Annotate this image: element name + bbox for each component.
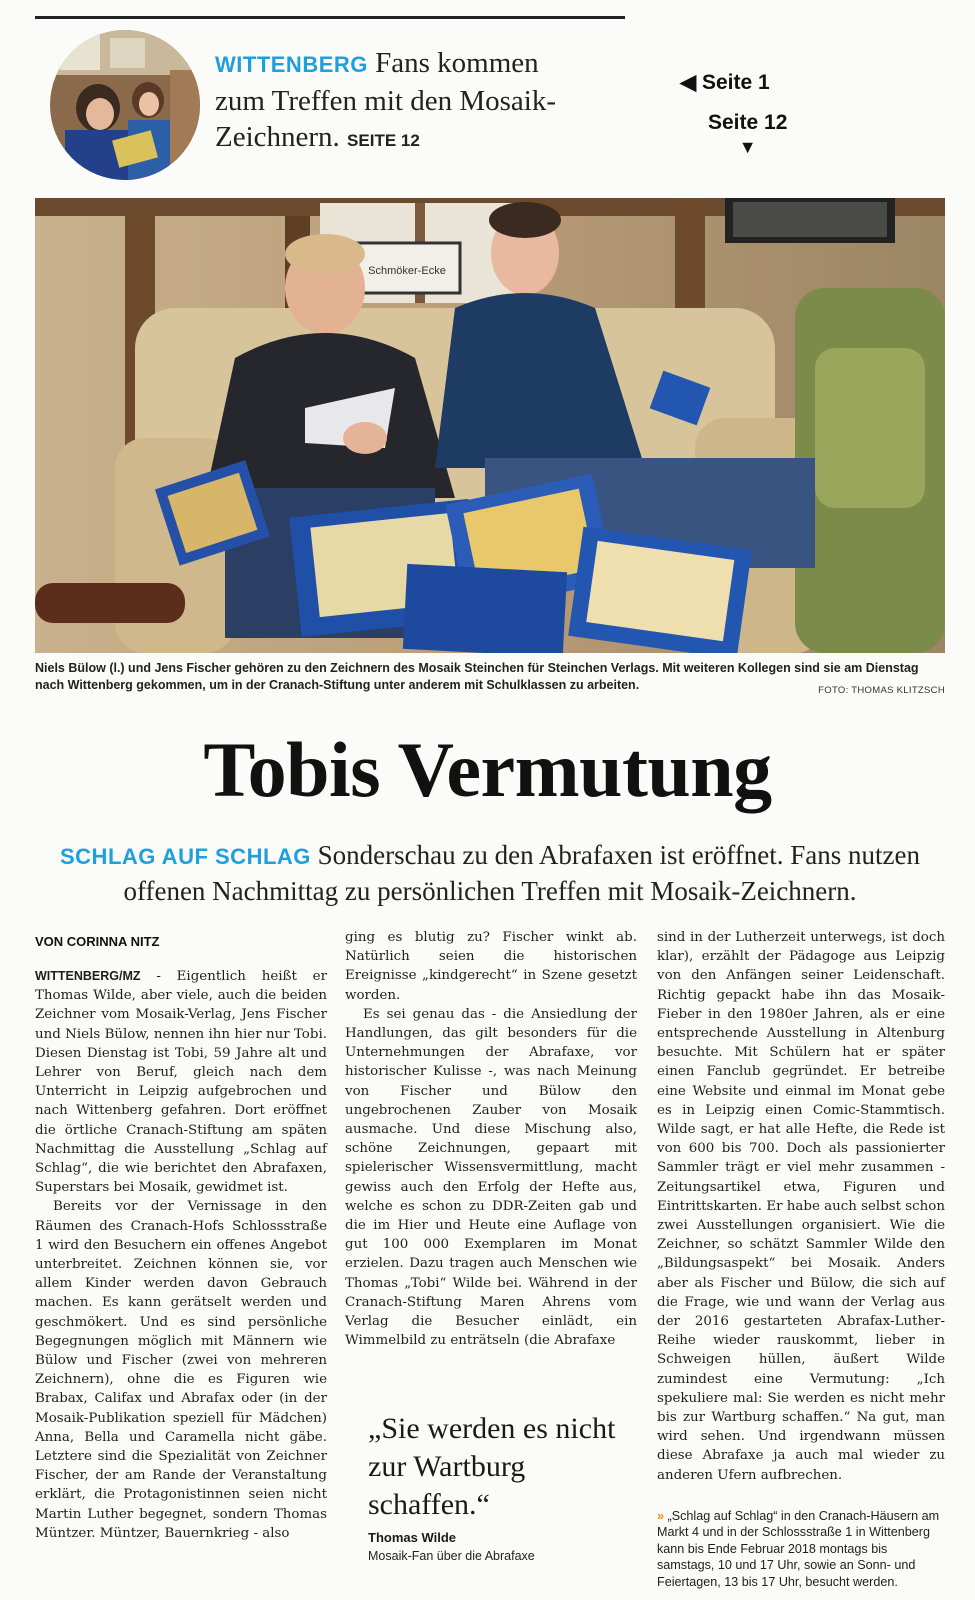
nav-prev-page[interactable] [680, 70, 770, 95]
quote-author: Thomas Wilde [368, 1530, 457, 1545]
article-paragraph: Bereits vor der Vernissage in den Räumen des Cranach-Hofs Schlossstraße 1 wird den Besuchern ein offenes Angebot unterbreitet. Zeichnen können sie, vor allem Kinder werden davon Gebrauch machen. Es kann gerätselt werden und geschmökert. Und es sind persönliche Begegnungen möglich mit Männern wie Bülow und Fischer (zwei von mehreren Zeichnern), ohne die es Figuren wie Brabax, Califax und Abrafax oder (in der Mosaik-Publikation speziell für Mädchen) Anna, Bella und Caramella nicht gäbe. Letztere sind die Spezialität von Zeichner Fischer, der am Rande der Veranstaltung erklärt, die Protagonistinnen seien nicht Martin Luther begegnet, sondern Thomas Müntzer. Müntzer, Bauernkrieg - also [35, 1199, 327, 1541]
main-photo [35, 198, 945, 653]
dateline: WITTENBERG/MZ [35, 969, 141, 983]
info-text: „Schlag auf Schlag“ in den Cranach-Häusern am Markt 4 und in der Schlossstraße 1 in Wittenberg kann bis Ende Februar 2018 montags bis samstags, 10 und 17 Uhr, sowie an Sonn- und Feiertagen, 13 bis 17 Uhr, besucht werden. [657, 1509, 940, 1589]
article-column-1 [35, 967, 327, 1543]
teaser-headline: Fans kommen zum Treffen mit den Mosaik-Zeichnern. [215, 47, 556, 153]
nav-next-label: Seite 12 [708, 111, 788, 134]
subhead-text: Sonderschau zu den Abrafaxen ist eröffnet. Fans nutzen offenen Nachmittag zu persönlichen Treffen mit Mosaik-Zeichnern. [123, 840, 920, 906]
quote-role: Mosaik-Fan über die Abrafaxe [368, 1549, 535, 1563]
nav-prev-label: Seite 1 [702, 71, 770, 94]
photo-caption: Niels Bülow (l.) und Jens Fischer gehören zu den Zeichnern des Mosaik Steinchen für Steinchen Verlags. Mit weiteren Kollegen sind sie am Dienstag nach Wittenberg gekommen, um in der Cranach-Stiftung unter anderem mit Schulklassen zu arbeiten. [35, 661, 919, 692]
byline: VON CORINNA NITZ [35, 934, 160, 949]
subhead [35, 838, 945, 908]
subhead-kicker: SCHLAG AUF SCHLAG [60, 844, 311, 869]
teaser-kicker: WITTENBERG [215, 52, 368, 77]
top-rule [35, 16, 625, 19]
double-chevron-icon: » [657, 1509, 665, 1523]
photo-credit: FOTO: THOMAS KLITZSCH [818, 685, 945, 696]
teaser-photo [50, 30, 200, 180]
article-column-3 [657, 928, 945, 1485]
article-paragraph: ging es blutig zu? Fischer winkt ab. Natürlich seien die historischen Ereignisse „kindgerecht“ in Szene gesetzt worden. [345, 930, 637, 1003]
schmoeker-sign-text: Schmöker-Ecke [368, 265, 446, 277]
pull-quote: „Sie werden es nicht zur Wartburg schaffen.“ [368, 1412, 616, 1521]
article-column-2 [345, 928, 637, 1350]
teaser-page-ref[interactable]: SEITE 12 [347, 131, 420, 150]
main-photo-art [35, 198, 945, 653]
teaser-photo-art [50, 30, 200, 180]
article-paragraph [35, 967, 327, 1197]
article-paragraph: Es sei genau das - die Ansiedlung der Handlungen, das gilt besonders für die Unternehmungen der Abrafaxe, vor historischer Kulisse -, was nach Meinung von Fischer und Bülow den ungebrochenen Zauber von Mosaik ausmache. Und diese Mischung also, schöne Zeichnungen, gepaart mit spielerischer Wissensvermittlung, macht gewiss auch den Erfolg der Hefte aus, welche es schon zu DDR-Zeiten gab und die im Hier und Heute eine Auflage von gut 100 000 Exemplaren im Monat erzielen. Dazu tragen auch Menschen wie Thomas „Tobi“ Wilde bei. Während in der Cranach-Stiftung Maren Ahrens vom Verlag die Besucher einlädt, ein Wimmelbild zu enträtseln (die Abrafaxe [345, 1006, 637, 1349]
triangle-down-icon: ▼ [738, 137, 757, 157]
nav-next-page[interactable] [708, 111, 787, 157]
triangle-left-icon: ◀ [680, 71, 697, 94]
article-paragraph: sind in der Lutherzeit unterwegs, ist doch klar), erzählt der Pädagoge aus Leipzig von den Anfängen seiner Leidenschaft. Richtig gepackt habe ihn das Mosaik-Fieber in den 1980er Jahren, als er eine entsprechende Ausstellung in Altenburg besuchte. Mit Schülern hat er später einen Fanclub gegründet. Er betreibe eine Website und einmal im Monat gebe es in Leipzig einen Comic-Stammtisch. Wilde sagt, er hat alle Hefte, die Rede ist von 600 bis 700. Doch als passionierter Sammler trägt er viel mehr zusammen - Zeitungsartikel etwa, Figuren und Eintrittskarten. Er habe auch selbst schon zwei Ausstellungen organisiert. Wie die Zeichner, so schätzt Sammler Wilde den „Bildungsaspekt“ bei Mosaik. Anders aber als Fischer und Bülow, die sich auf die Frage, wie und wann der Verlag aus der 2016 gestarteten Abrafax-Luther-Reihe wieder rauskommt, lieber in Schweigen hüllen, äußert Wilde zumindest eine Vermutung: „Ich spekuliere mal: Sie werden es nicht mehr bis zur Wartburg schaffen.“ Na gut, man wird sehen. Und irgendwann müssen diese Abrafaxe ja auch mal wieder zu anderen Ufern aufbrechen. [657, 930, 945, 1483]
info-box [657, 1508, 945, 1590]
article-text: - Eigentlich heißt er Thomas Wilde, aber viele, auch die beiden Zeichner vom Mosaik-Verlag, Jens Fischer und Niels Bülow, nennen ihn hier nur Tobi. Diesen Dienstag ist Tobi, 59 Jahre alt und Lehrer von Beruf, gleich nach dem Unterricht in Leipzig aufgebrochen und nach Wittenberg gefahren. Dort eröffnet die örtliche Cranach-Stiftung am späten Nachmittag die Ausstellung „Schlag auf Schlag“, die wie berichtet den Abrafaxen, Superstars bei Mosaik, gewidmet ist. [35, 969, 327, 1196]
headline: Tobis Vermutung [203, 726, 772, 813]
teaser-text[interactable] [215, 45, 595, 159]
